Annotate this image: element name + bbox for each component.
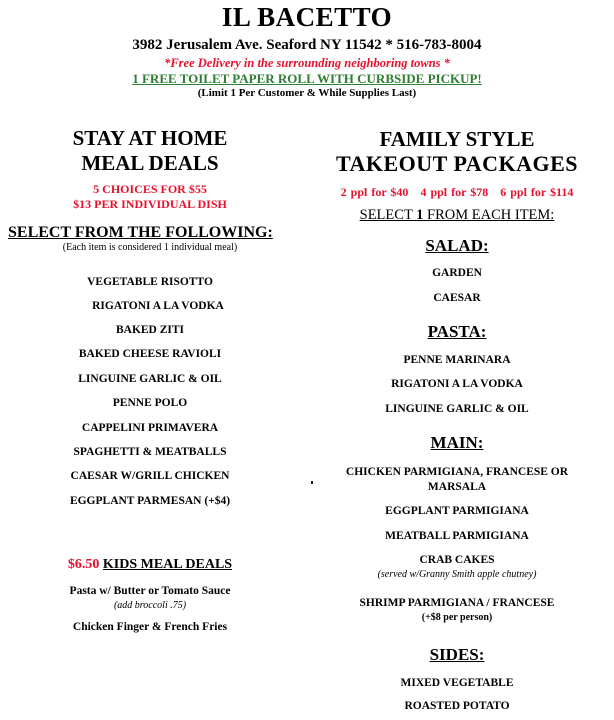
meal-item: CAESAR W/GRILL CHICKEN: [70, 470, 230, 482]
select-following-heading: SELECT FROM THE FOLLOWING:: [8, 224, 273, 241]
select-suffix: FROM EACH ITEM:: [423, 207, 555, 223]
meal-item: VEGETABLE RISOTTO: [87, 276, 213, 288]
deal-individual-price: $13 PER INDIVIDUAL DISH: [73, 197, 227, 211]
salad-item: GARDEN: [432, 267, 482, 279]
meal-item: SPAGHETTI & MEATBALLS: [73, 446, 227, 458]
main-item-eggplant: EGGPLANT PARMIGIANA: [385, 505, 529, 517]
kids-item-pasta-note: (add broccoli .75): [113, 600, 187, 611]
package-prices: [300, 185, 614, 200]
takeout-packages-title: TAKEOUT PACKAGES: [335, 151, 579, 176]
main-item-chicken-line2: MARSALA: [427, 481, 487, 493]
price-4-people: 4 ppl for $78: [420, 185, 489, 199]
kids-meal-label: KIDS MEAL DEALS: [102, 557, 233, 572]
deal-five-choices: 5 CHOICES FOR $55: [93, 182, 207, 196]
price-2-people: 2 ppl for $40: [340, 185, 409, 199]
stay-title-line1: STAY AT HOME: [72, 126, 228, 150]
salad-heading: SALAD:: [425, 236, 489, 255]
meal-item: EGGPLANT PARMESAN (+$4): [69, 495, 231, 507]
main-item-chicken-line1: CHICKEN PARMIGIANA, FRANCESE OR: [345, 466, 569, 478]
kids-item-pasta: Pasta w/ Butter or Tomato Sauce: [69, 585, 231, 597]
sides-item: MIXED VEGETABLE: [400, 677, 514, 689]
meal-item: RIGATONI A LA VODKA: [92, 300, 224, 312]
meal-item: CAPPELINI PRIMAVERA: [81, 422, 219, 434]
promo-limit-note: (Limit 1 Per Customer & While Supplies Last): [197, 87, 417, 99]
stray-mark: [311, 481, 313, 484]
free-delivery-notice: *Free Delivery in the surrounding neighboring towns *: [164, 56, 450, 70]
kids-meal-price: $6.50: [67, 557, 100, 572]
sides-item: ROASTED POTATO: [404, 700, 510, 712]
stay-title-line2: MEAL DEALS: [81, 151, 219, 175]
sides-heading: SIDES:: [429, 645, 485, 664]
pasta-item: LINGUINE GARLIC & OIL: [385, 403, 529, 415]
select-number: 1: [416, 207, 424, 223]
select-one-heading: [300, 207, 614, 224]
restaurant-address: 3982 Jerusalem Ave. Seaford NY 11542 * 516-783-8004: [132, 37, 482, 53]
meal-item: PENNE POLO: [112, 397, 188, 409]
pasta-item: RIGATONI A LA VODKA: [391, 378, 523, 390]
price-6-people: 6 ppl for $114: [500, 185, 574, 199]
main-item-shrimp: SHRIMP PARMIGIANA / FRANCESE: [359, 597, 555, 609]
individual-meal-note: (Each item is considered 1 individual meal): [62, 242, 238, 253]
salad-item: CAESAR: [433, 292, 481, 304]
meal-item: LINGUINE GARLIC & OIL: [78, 373, 222, 385]
main-item-crab-cakes: CRAB CAKES: [419, 554, 495, 566]
toilet-paper-promo: 1 FREE TOILET PAPER ROLL WITH CURBSIDE PICKUP!: [132, 71, 482, 86]
restaurant-name: IL BACETTO: [221, 2, 393, 32]
meal-item: BAKED CHEESE RAVIOLI: [78, 348, 222, 360]
family-style-title: FAMILY STYLE: [379, 127, 535, 151]
shrimp-surcharge-note: (+$8 per person): [421, 612, 493, 623]
pasta-heading: PASTA:: [427, 322, 487, 341]
main-heading: MAIN:: [430, 433, 484, 452]
select-prefix: SELECT: [359, 207, 417, 223]
kids-meal-heading: [0, 557, 300, 573]
kids-item-chicken: Chicken Finger & French Fries: [72, 621, 228, 633]
pasta-item: PENNE MARINARA: [403, 354, 511, 366]
stay-at-home-title: [0, 126, 300, 176]
meal-item: BAKED ZITI: [115, 324, 185, 336]
crab-cakes-note: (served w/Granny Smith apple chutney): [377, 569, 537, 580]
main-item-meatball: MEATBALL PARMIGIANA: [385, 530, 529, 542]
